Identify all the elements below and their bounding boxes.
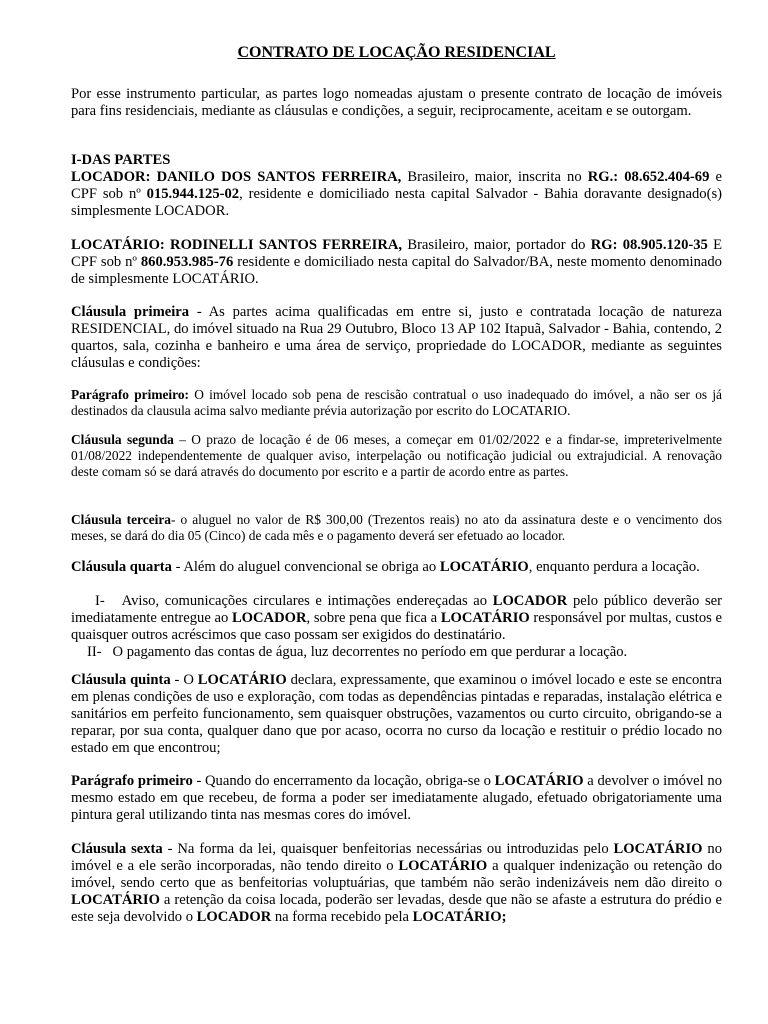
clausula-sexta-text-1: - Na forma da lei, quaisquer benfeitorias necessárias ou introduzidas pelo	[162, 841, 614, 857]
item-1-locador: LOCADOR	[492, 593, 568, 609]
clausula-sexta	[71, 841, 722, 926]
clausula-segunda-label: Cláusula segunda	[71, 432, 174, 447]
locatario-cpf: 860.953.985-76	[140, 254, 234, 270]
locatario-text-3: residente e domiciliado nesta capital do Salvador/BA, neste momento denominado de simplesmente LOCATÁRIO.	[71, 254, 722, 287]
clausula-terceira-label: Cláusula terceira	[71, 512, 171, 527]
clausula-quarta-locatario: LOCATÁRIO	[439, 559, 529, 575]
item-1-number: I-	[95, 593, 105, 609]
clausula-segunda-text: – O prazo de locação é de 06 meses, a começar em 01/02/2022 e a findar-se, impreterivelmente 01/08/2022 independentemente de qualquer aviso, interpelação ou notificação judicial ou extrajudicial. A renovação deste comam só se dará através do documento por escrito e a partir de acordo entre as partes.	[71, 432, 723, 479]
locatario-text-1: Brasileiro, maior, portador do	[402, 237, 591, 253]
clausula-quinta-locatario: LOCATÁRIO	[197, 672, 287, 688]
clausula-sexta-locatario-4: LOCATÁRIO;	[412, 909, 507, 925]
locatario-text-2: E CPF sob nº	[71, 237, 722, 270]
locador-cpf: 015.944.125-02	[146, 186, 240, 202]
paragrafo-primeiro-2-text-1: - Quando do encerramento da locação, obriga-se o	[192, 773, 495, 789]
clausula-quarta-text-2: , enquanto perdura a locação.	[528, 559, 700, 575]
locatario-rg: RG: 08.905.120-35	[590, 237, 708, 253]
item-1-text-1: Aviso, comunicações circulares e intimações endereçadas ao	[121, 593, 493, 609]
clausula-sexta-text-2: no imóvel e a ele serão incorporadas, não tendo direito o	[71, 841, 722, 874]
clausula-sexta-text-3: a qualquer indenização ou retenção do imóvel, sendo certo que as benfeitorias voluptuárias, que também não serão indenizáveis nem dão direito o	[71, 858, 722, 891]
clausula-quarta-label: Cláusula quarta	[71, 559, 172, 575]
item-1-locador-2: LOCADOR	[231, 610, 307, 626]
clausula-primeira-label: Cláusula primeira	[71, 304, 190, 320]
paragrafo-primeiro-1	[71, 387, 722, 419]
document-title: CONTRATO DE LOCAÇÃO RESIDENCIAL	[237, 44, 556, 61]
paragrafo-primeiro-1-text: O imóvel locado sob pena de rescisão contratual o uso inadequado do imóvel, a não ser os já destinados da clausula acima salvo mediante prévia autorização por escrito do LOCATARIO.	[71, 387, 723, 418]
locador-text-1: Brasileiro, maior, inscrita no	[401, 169, 588, 185]
clausula-quinta-label: Cláusula quinta	[71, 672, 171, 688]
item-2-text: O pagamento das contas de água, luz decorrentes no período em que perdurar a locação.	[112, 644, 628, 660]
paragrafo-primeiro-2-text-2: a devolver o imóvel no mesmo estado em que recebeu, de forma a poder ser imediatamente alugado, efetuado obrigatoriamente uma pintura geral utilizando tinta nas mesmas cores do imóvel.	[71, 773, 722, 823]
clausula-primeira	[71, 304, 722, 372]
locador-label: LOCADOR: DANILO DOS SANTOS FERREIRA,	[71, 169, 402, 185]
locatario-paragraph	[71, 237, 722, 288]
clausula-sexta-locatario-1: LOCATÁRIO	[613, 841, 703, 857]
clausula-terceira	[71, 512, 722, 544]
locador-paragraph	[71, 169, 722, 220]
clausula-sexta-text-5: na forma recebido pela	[271, 909, 413, 925]
locatario-label: LOCATÁRIO: RODINELLI SANTOS FERREIRA,	[71, 237, 403, 253]
item-1-locatario: LOCATÁRIO	[440, 610, 530, 626]
locador-text-2: e CPF sob nº	[71, 169, 722, 202]
clausula-quarta	[71, 559, 722, 576]
item-1-text-3: , sobre pena que fica a	[306, 610, 441, 626]
locador-rg: RG.: 08.652.404-69	[587, 169, 710, 185]
clausula-quarta-text-1: - Além do aluguel convencional se obriga ao	[171, 559, 440, 575]
paragrafo-primeiro-2-locatario: LOCATÁRIO	[494, 773, 584, 789]
clausula-sexta-label: Cláusula sexta	[71, 841, 163, 857]
intro-paragraph: Por esse instrumento particular, as partes logo nomeadas ajustam o presente contrato de locação de imóveis para fins residenciais, mediante as cláusulas e condições, a seguir, reciprocamente, aceitam e se outorgam.	[71, 86, 722, 119]
item-1-text-2: pelo público deverão ser imediatamente entregue ao	[71, 593, 722, 626]
clausula-quinta-text-1: - O	[170, 672, 198, 688]
clausula-terceira-text: - o aluguel no valor de R$ 300,00 (Trezentos reais) no ato da assinatura deste e o vencimento dos meses, se dará do dia 05 (Cinco) de cada mês e o pagamento deverá ser efetuado ao locador.	[71, 512, 722, 543]
clausula-sexta-locatario-2: LOCATÁRIO	[398, 858, 488, 874]
clausula-quarta-item-1	[71, 593, 722, 644]
locador-text-3: , residente e domiciliado nesta capital Salvador - Bahia doravante designado(s) simplesmente LOCADOR.	[71, 186, 722, 219]
clausula-quinta	[71, 672, 722, 757]
parties-heading: I-DAS PARTES	[71, 152, 171, 168]
clausula-sexta-text-4: a retenção da coisa locada, poderão ser levadas, desde que não se afaste a estrutura do prédio e este seja devolvido o	[71, 892, 722, 925]
paragrafo-primeiro-2-label: Parágrafo primeiro	[71, 773, 193, 789]
clausula-segunda	[71, 432, 722, 480]
clausula-quinta-text-2: declara, expressamente, que examinou o imóvel locado e este se encontra em plenas condições de uso e exploração, com todas as dependências pintadas e reparadas, instalação elétrica e sanitários em perfeito funcionamento, sem quaisquer obstruções, vazamentos ou curto circuito, obrigando-se a reparar, por sua conta, qualquer dano que por acaso, ocorra no curso da locação e restituir o prédio locado no estado em que encontrou;	[71, 672, 722, 756]
clausula-sexta-locador: LOCADOR	[196, 909, 272, 925]
item-1-text-4: responsável por multas, custos e quaisquer outros acréscimos que caso possam ser exigidos do destinatário.	[71, 610, 722, 643]
paragrafo-primeiro-2	[71, 773, 722, 824]
item-2-number: II-	[87, 644, 102, 660]
clausula-sexta-locatario-3: LOCATÁRIO	[71, 892, 160, 908]
paragrafo-primeiro-1-label: Parágrafo primeiro:	[71, 387, 190, 402]
clausula-quarta-item-2	[71, 644, 722, 661]
clausula-primeira-text: - As partes acima qualificadas em entre si, justo e contratada locação de natureza RESIDENCIAL, do imóvel situado na Rua 29 Outubro, Bloco 13 AP 102 Itapuã, Salvador - Bahia, contendo, 2 quartos, sala, cozinha e banheiro e uma área de serviço, propriedade do LOCADOR, mediante as seguintes cláusulas e condições:	[71, 304, 723, 371]
